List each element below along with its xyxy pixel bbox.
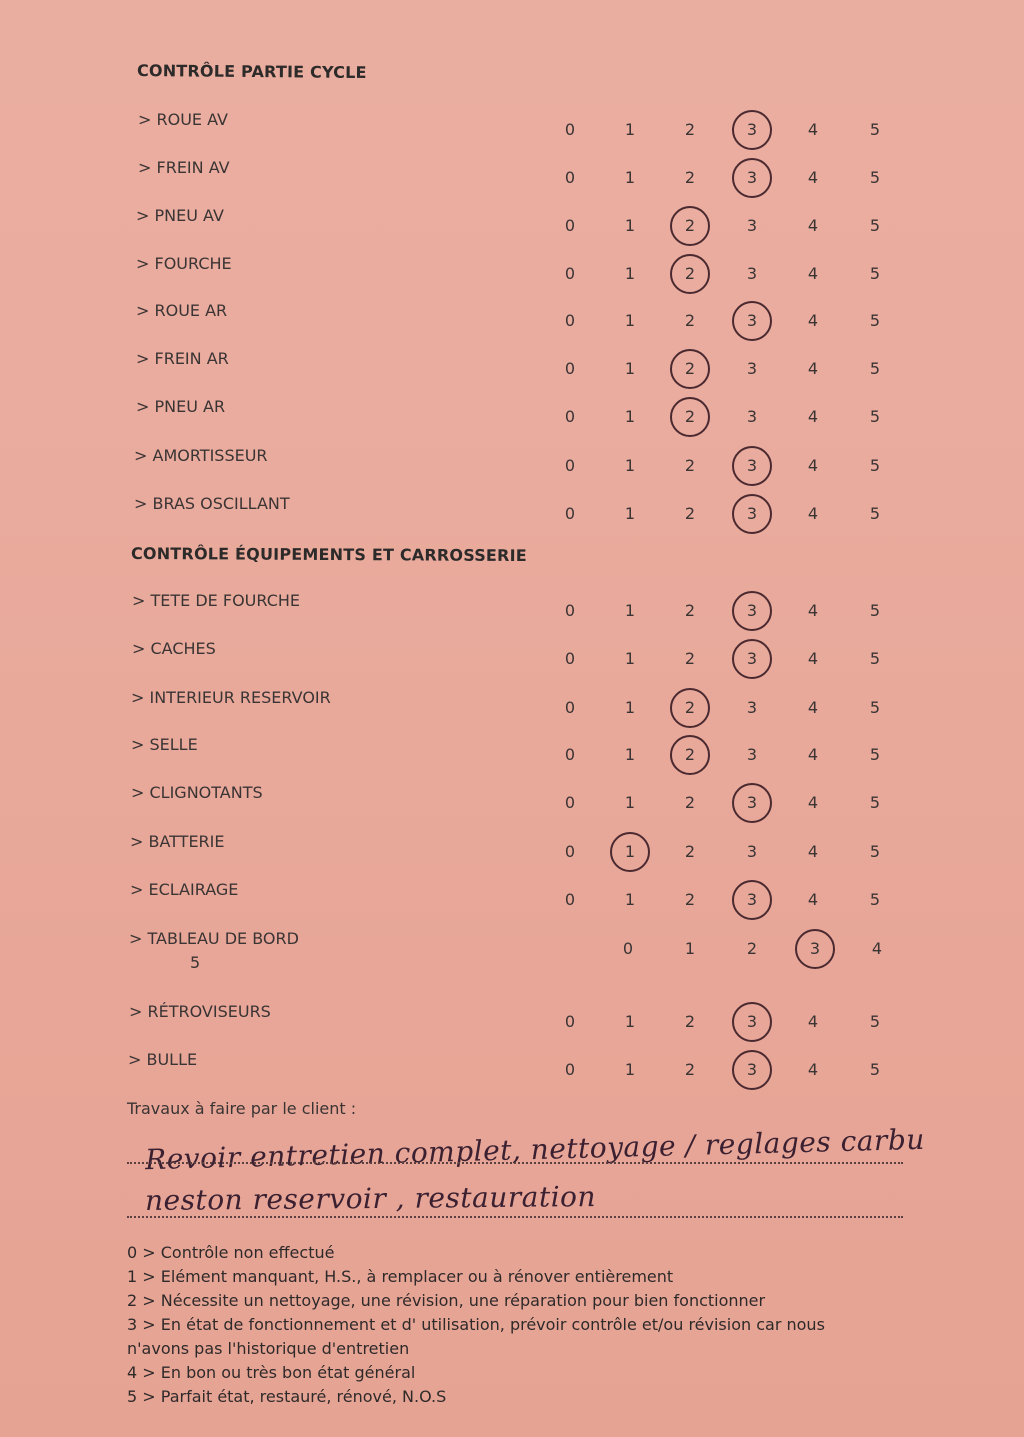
rating-option-2[interactable]: 2 bbox=[684, 407, 696, 426]
rating-option-4[interactable]: 4 bbox=[807, 216, 819, 235]
rating-option-4[interactable]: 4 bbox=[807, 698, 819, 717]
rating-option-3[interactable]: 3 bbox=[746, 456, 758, 475]
rating-option-4[interactable]: 4 bbox=[807, 890, 819, 909]
row-label: > TETE DE FOURCHE bbox=[132, 591, 300, 610]
rating-option-2[interactable]: 2 bbox=[684, 890, 696, 909]
rating-option-5[interactable]: 5 bbox=[869, 359, 881, 378]
row-label: > AMORTISSEUR bbox=[134, 446, 268, 465]
rating-option-5[interactable]: 5 bbox=[869, 311, 881, 330]
rating-option-4[interactable]: 4 bbox=[807, 168, 819, 187]
rating-option-1[interactable]: 1 bbox=[624, 745, 636, 764]
rating-option-0[interactable]: 0 bbox=[564, 120, 576, 139]
rating-option-5[interactable]: 5 bbox=[869, 504, 881, 523]
rating-option-5[interactable]: 5 bbox=[869, 745, 881, 764]
travaux-line-1: Revoir entretien complet, nettoyage / reglages carbu bbox=[144, 1122, 926, 1177]
row-label: > FREIN AR bbox=[136, 349, 229, 368]
rating-option-4[interactable]: 4 bbox=[807, 120, 819, 139]
row-label: > TABLEAU DE BORD bbox=[129, 929, 299, 948]
rating-option-0[interactable]: 0 bbox=[564, 698, 576, 717]
rating-option-3[interactable]: 3 bbox=[746, 216, 758, 235]
rating-option-3[interactable]: 3 bbox=[746, 1012, 758, 1031]
rating-option-2[interactable]: 2 bbox=[684, 793, 696, 812]
row-label: > BULLE bbox=[128, 1050, 198, 1069]
dotted-line-2 bbox=[127, 1214, 903, 1218]
rating-option-0[interactable]: 0 bbox=[564, 601, 576, 620]
rating-option-1[interactable]: 1 bbox=[684, 939, 696, 958]
row-label: > ECLAIRAGE bbox=[130, 880, 239, 899]
rating-option-5[interactable]: 5 bbox=[869, 698, 881, 717]
rating-option-4[interactable]: 4 bbox=[807, 1012, 819, 1031]
rating-option-2[interactable]: 2 bbox=[684, 601, 696, 620]
rating-option-2[interactable]: 2 bbox=[684, 649, 696, 668]
row-label: > FOURCHE bbox=[136, 254, 232, 273]
rating-option-4[interactable]: 4 bbox=[807, 649, 819, 668]
rating-option-5[interactable]: 5 bbox=[869, 649, 881, 668]
rating-option-3[interactable]: 3 bbox=[746, 745, 758, 764]
rating-option-4[interactable]: 4 bbox=[807, 504, 819, 523]
rating-option-3[interactable]: 3 bbox=[746, 311, 758, 330]
rating-option-2[interactable]: 2 bbox=[684, 1012, 696, 1031]
legend bbox=[127, 1241, 825, 1409]
legend-item-1: 1 > Elément manquant, H.S., à remplacer ou à rénover entièrement bbox=[127, 1267, 674, 1286]
rating-option-1[interactable]: 1 bbox=[624, 504, 636, 523]
rating-option-0[interactable]: 0 bbox=[564, 793, 576, 812]
rating-option-3[interactable]: 3 bbox=[746, 842, 758, 861]
rating-option-1[interactable]: 1 bbox=[624, 793, 636, 812]
row-label: > INTERIEUR RESERVOIR bbox=[131, 688, 331, 707]
rating-option-4[interactable]: 4 bbox=[807, 842, 819, 861]
row-label: > SELLE bbox=[131, 735, 198, 754]
rating-option-1[interactable]: 1 bbox=[624, 120, 636, 139]
row-label: > BRAS OSCILLANT bbox=[134, 494, 290, 513]
rating-option-2[interactable]: 2 bbox=[684, 168, 696, 187]
rating-option-0[interactable]: 0 bbox=[622, 939, 634, 958]
row-label: > FREIN AV bbox=[138, 158, 230, 177]
rating-option-4[interactable]: 4 bbox=[807, 407, 819, 426]
rating-option-0[interactable]: 0 bbox=[564, 168, 576, 187]
legend-item-5: 5 > Parfait état, restauré, rénové, N.O.S bbox=[127, 1387, 447, 1406]
rating-option-0[interactable]: 0 bbox=[564, 1012, 576, 1031]
rating-option-1[interactable]: 1 bbox=[624, 698, 636, 717]
rating-option-0[interactable]: 0 bbox=[564, 407, 576, 426]
rating-option-0[interactable]: 0 bbox=[564, 842, 576, 861]
rating-option-1[interactable]: 1 bbox=[624, 1012, 636, 1031]
rating-option-3[interactable]: 3 bbox=[746, 264, 758, 283]
rating-option-5[interactable]: 5 bbox=[869, 216, 881, 235]
rating-option-1[interactable]: 1 bbox=[624, 601, 636, 620]
legend-item-0: 0 > Contrôle non effectué bbox=[127, 1243, 335, 1262]
rating-option-0[interactable]: 0 bbox=[564, 216, 576, 235]
rating-option-5[interactable]: 5 bbox=[869, 456, 881, 475]
rating-option-5[interactable]: 5 bbox=[869, 407, 881, 426]
rating-option-3[interactable]: 3 bbox=[809, 939, 821, 958]
rating-option-3[interactable]: 3 bbox=[746, 407, 758, 426]
rating-option-1[interactable]: 1 bbox=[624, 216, 636, 235]
row-label: > RÉTROVISEURS bbox=[129, 1002, 271, 1021]
rating-option-1[interactable]: 1 bbox=[624, 311, 636, 330]
rating-option-5[interactable]: 5 bbox=[869, 264, 881, 283]
rating-option-1[interactable]: 1 bbox=[624, 359, 636, 378]
legend-item-3b: n'avons pas l'historique d'entretien bbox=[127, 1339, 410, 1358]
legend-item-4: 4 > En bon ou très bon état général bbox=[127, 1363, 416, 1382]
rating-option-2[interactable]: 2 bbox=[684, 359, 696, 378]
rating-option-2[interactable]: 2 bbox=[684, 1060, 696, 1079]
travaux-line-2: neston reservoir , restauration bbox=[144, 1180, 597, 1217]
rating-option-4[interactable]: 4 bbox=[807, 601, 819, 620]
rating-option-0[interactable]: 0 bbox=[564, 456, 576, 475]
rating-option-3[interactable]: 3 bbox=[746, 359, 758, 378]
rating-option-1[interactable]: 1 bbox=[624, 890, 636, 909]
rating-option-5[interactable]: 5 bbox=[869, 601, 881, 620]
rating-option-0[interactable]: 0 bbox=[564, 745, 576, 764]
rating-option-2[interactable]: 2 bbox=[684, 745, 696, 764]
rating-option-3[interactable]: 3 bbox=[746, 168, 758, 187]
rating-option-5[interactable]: 5 bbox=[869, 793, 881, 812]
rating-option-3[interactable]: 3 bbox=[746, 793, 758, 812]
rating-option-1[interactable]: 1 bbox=[624, 264, 636, 283]
rating-option-5[interactable]: 5 bbox=[869, 120, 881, 139]
row-label: > BATTERIE bbox=[130, 832, 225, 851]
rating-option-2[interactable]: 2 bbox=[684, 698, 696, 717]
row-label: > CLIGNOTANTS bbox=[131, 783, 263, 802]
rating-option-0[interactable]: 0 bbox=[564, 1060, 576, 1079]
rating-option-2[interactable]: 2 bbox=[684, 216, 696, 235]
row-label: > PNEU AV bbox=[136, 206, 224, 225]
rating-option-3[interactable]: 3 bbox=[746, 890, 758, 909]
rating-option-3[interactable]: 3 bbox=[746, 601, 758, 620]
row-label: > CACHES bbox=[132, 639, 216, 658]
rating-option-5[interactable]: 5 bbox=[869, 1060, 881, 1079]
rating-option-4[interactable]: 4 bbox=[871, 939, 883, 958]
row-label: > ROUE AR bbox=[136, 301, 228, 320]
rating-option-1[interactable]: 1 bbox=[624, 407, 636, 426]
rating-option-1[interactable]: 1 bbox=[624, 168, 636, 187]
legend-item-2: 2 > Nécessite un nettoyage, une révision, une réparation pour bien fonctionner bbox=[127, 1291, 766, 1310]
rating-option-4[interactable]: 4 bbox=[807, 745, 819, 764]
rating-option-2[interactable]: 2 bbox=[684, 504, 696, 523]
tableau-wrap-5: 5 bbox=[190, 953, 201, 972]
rating-option-0[interactable]: 0 bbox=[564, 890, 576, 909]
rating-option-0[interactable]: 0 bbox=[564, 311, 576, 330]
rating-option-4[interactable]: 4 bbox=[807, 1060, 819, 1079]
rating-option-2[interactable]: 2 bbox=[746, 939, 758, 958]
rating-option-4[interactable]: 4 bbox=[807, 311, 819, 330]
rating-option-5[interactable]: 5 bbox=[869, 1012, 881, 1031]
rating-option-3[interactable]: 3 bbox=[746, 504, 758, 523]
rating-option-1[interactable]: 1 bbox=[624, 649, 636, 668]
rating-option-2[interactable]: 2 bbox=[684, 120, 696, 139]
rating-option-1[interactable]: 1 bbox=[624, 456, 636, 475]
section-title-equipment: CONTRÔLE ÉQUIPEMENTS ET CARROSSERIE bbox=[130, 543, 527, 566]
rating-option-0[interactable]: 0 bbox=[564, 504, 576, 523]
rating-option-4[interactable]: 4 bbox=[807, 264, 819, 283]
rating-option-0[interactable]: 0 bbox=[564, 359, 576, 378]
rating-option-3[interactable]: 3 bbox=[746, 649, 758, 668]
rating-option-1[interactable]: 1 bbox=[624, 1060, 636, 1079]
dotted-line-1 bbox=[127, 1160, 903, 1164]
rating-option-1[interactable]: 1 bbox=[624, 842, 636, 861]
rating-option-3[interactable]: 3 bbox=[746, 1060, 758, 1079]
rating-option-5[interactable]: 5 bbox=[869, 168, 881, 187]
row-label: > PNEU AR bbox=[136, 397, 226, 416]
rating-option-3[interactable]: 3 bbox=[746, 120, 758, 139]
rating-option-3[interactable]: 3 bbox=[746, 698, 758, 717]
rating-option-2[interactable]: 2 bbox=[684, 264, 696, 283]
rating-option-2[interactable]: 2 bbox=[684, 456, 696, 475]
row-label: > ROUE AV bbox=[138, 110, 228, 129]
rating-option-4[interactable]: 4 bbox=[807, 456, 819, 475]
rating-option-0[interactable]: 0 bbox=[564, 649, 576, 668]
travaux-label: Travaux à faire par le client : bbox=[127, 1099, 357, 1118]
rating-option-0[interactable]: 0 bbox=[564, 264, 576, 283]
section-title-cycle: CONTRÔLE PARTIE CYCLE bbox=[136, 60, 367, 83]
rating-option-4[interactable]: 4 bbox=[807, 359, 819, 378]
rating-option-2[interactable]: 2 bbox=[684, 311, 696, 330]
rating-option-4[interactable]: 4 bbox=[807, 793, 819, 812]
rating-option-2[interactable]: 2 bbox=[684, 842, 696, 861]
rating-option-5[interactable]: 5 bbox=[869, 842, 881, 861]
rating-option-5[interactable]: 5 bbox=[869, 890, 881, 909]
legend-item-3: 3 > En état de fonctionnement et d' utilisation, prévoir contrôle et/ou révision car nous bbox=[127, 1315, 825, 1334]
